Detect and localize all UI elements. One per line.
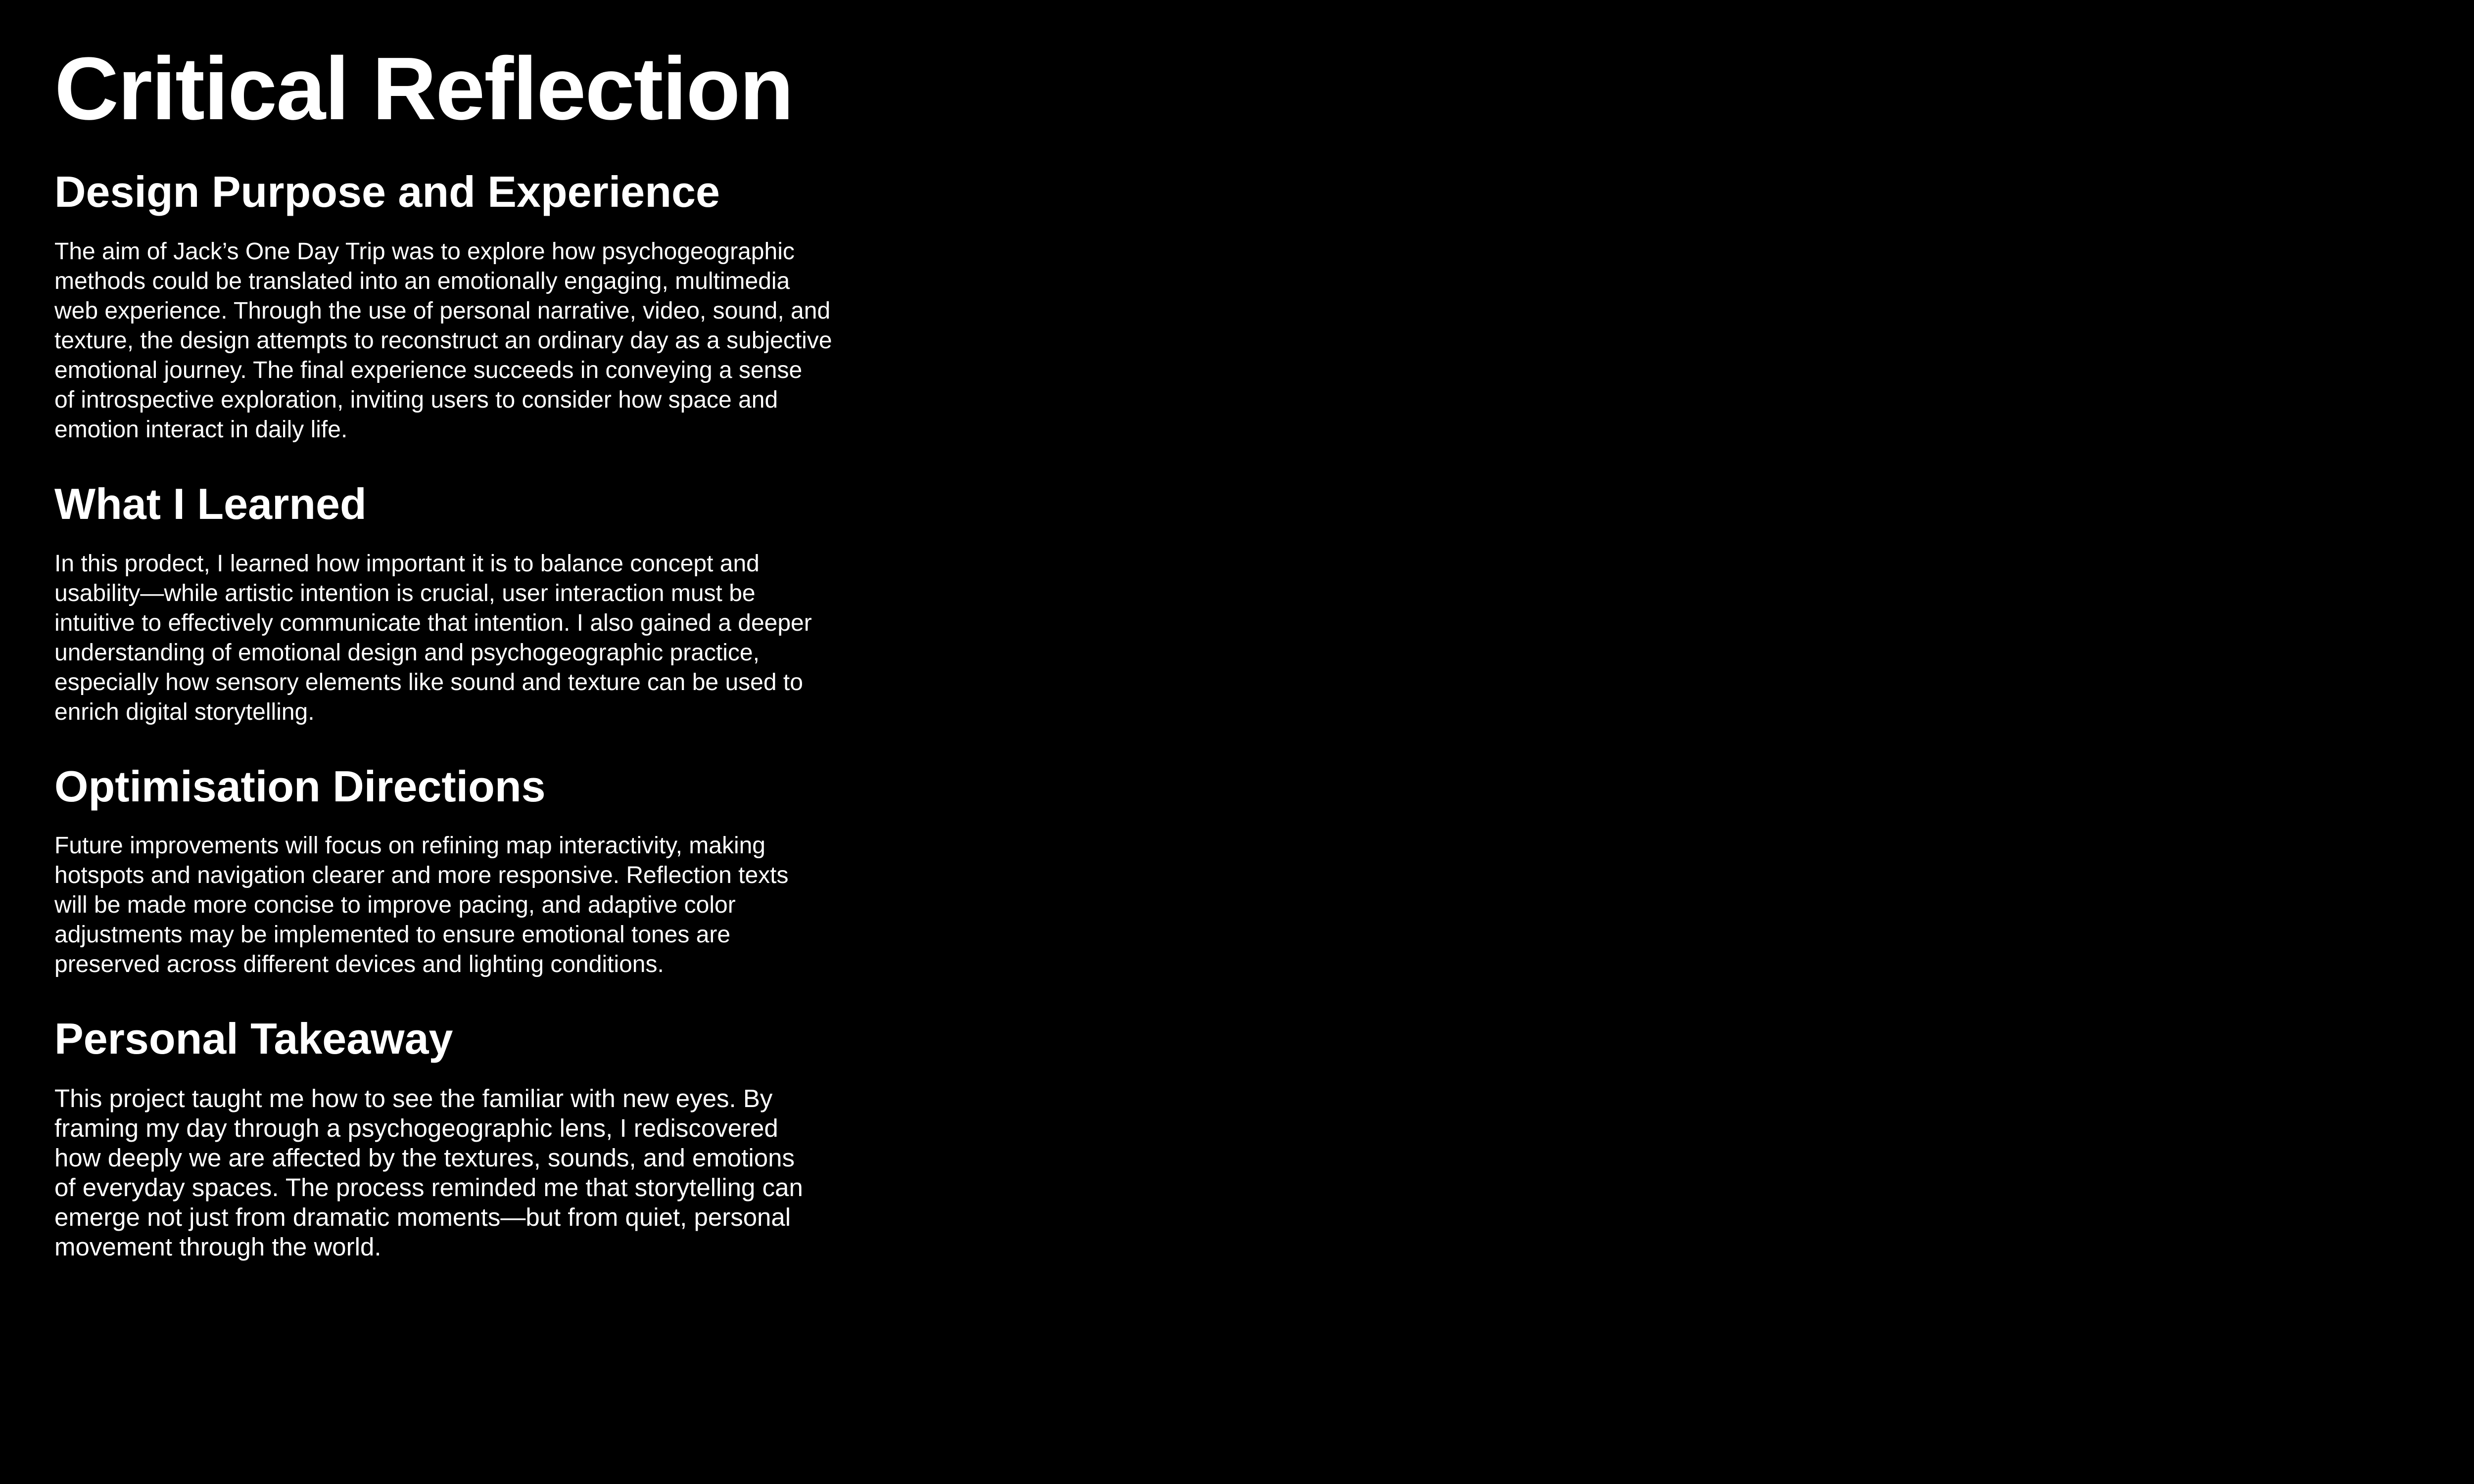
section-heading: Design Purpose and Experience [54,167,720,216]
page-title: Critical Reflection [54,39,793,139]
section-heading: What I Learned [54,479,367,528]
section-optimisation-directions [54,763,896,980]
section-heading: Personal Takeaway [54,1014,453,1064]
section-what-i-learned [54,480,896,727]
section-body: Future improvements will focus on refining map interactivity, making hotspots and navigation clearer and more responsive. Reflection texts will be made more concise to improve pacing, and adaptive color adjustments may be implemented to ensure emotional tones are preserved across different devices and lighting conditions. [54,833,789,978]
section-heading: Optimisation Directions [54,761,546,811]
content-column [54,39,896,1298]
section-body: The aim of Jack’s One Day Trip was to explore how psychogeographic methods could be translated into an emotionally engaging, multimedia web experience. Through the use of personal narrative, video, sound, and texture, the design attempts to reconstruct an ordinary day as a subjective emotional journey. The final experience succeeds in conveying a sense of introspective exploration, inviting users to consider how space and emotion interact in daily life. [54,238,832,443]
section-personal-takeaway [54,1015,896,1262]
section-design-purpose [54,168,896,445]
section-body: In this prodect, I learned how important it is to balance concept and usability—while artistic intention is crucial, user interaction must be intuitive to effectively communicate that intention. I also gained a deeper understanding of emotional design and psychogeographic practice, especially how sensory elements like sound and texture can be used to enrich digital storytelling. [54,550,812,725]
section-body: This project taught me how to see the familiar with new eyes. By framing my day through a psychogeographic lens, I rediscovered how deeply we are affected by the textures, sounds, and emotions of everyday spaces. The process reminded me that storytelling can emerge not just from dramatic moments—but from quiet, personal movement through the world. [54,1084,803,1261]
